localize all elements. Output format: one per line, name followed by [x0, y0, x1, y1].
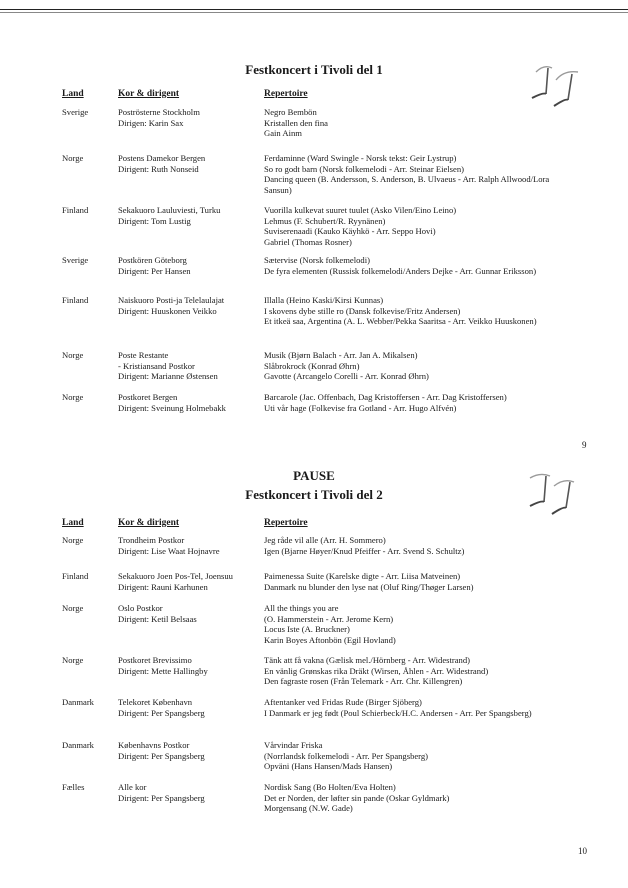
choir-line: Naiskuoro Posti-ja Telelaulajat	[118, 295, 225, 305]
repertoire-line: Jeg råde vil alle (Arr. H. Sommero)	[264, 535, 386, 545]
country-cell: Norge	[62, 535, 84, 545]
choir-line: Postkoret Bergen	[118, 392, 178, 402]
choir-cell	[118, 535, 258, 556]
header-land: Land	[62, 518, 84, 528]
repertoire-line: (Norrlandsk folkemelodi - Arr. Per Spangsberg)	[264, 750, 429, 761]
repertoire-cell	[264, 571, 564, 592]
choir-line: Dirigent: Sveinung Holmebakk	[118, 402, 226, 413]
repertoire-line: I Danmark er jeg født (Poul Schierbeck/H.C. Andersen - Arr. Per Spangsberg)	[264, 707, 532, 718]
choir-cell	[118, 697, 258, 718]
repertoire-line: Locus Iste (A. Bruckner)	[264, 624, 350, 634]
repertoire-line: Kristallen den fina	[264, 117, 328, 128]
repertoire-line: Paimenessa Suite (Karelske digte - Arr. Liisa Matveinen)	[264, 571, 461, 581]
repertoire-line: Danmark nu blunder den lyse nat (Oluf Ring/Thøger Larsen)	[264, 581, 474, 592]
part-2-title: Festkoncert i Tivoli del 2	[245, 487, 383, 502]
repertoire-line: Illalla (Heino Kaski/Kirsi Kunnas)	[264, 295, 384, 305]
choir-line: Oslo Postkor	[118, 603, 163, 613]
choir-line: Dirigent: Per Spangsberg	[118, 707, 205, 718]
repertoire-line: Vårvindar Friska	[264, 740, 323, 750]
repertoire-cell	[264, 603, 564, 645]
choir-cell	[118, 571, 258, 592]
repertoire-line: Sætervise (Norsk folkemelodi)	[264, 255, 370, 265]
country-cell: Finland	[62, 295, 89, 305]
choir-line: Københavns Postkor	[118, 740, 190, 750]
repertoire-line: Gain Ainm	[264, 128, 302, 138]
choir-line: Dirigent: Per Hansen	[118, 265, 191, 276]
repertoire-line: Igen (Bjarne Høyer/Knud Pfeiffer - Arr. Svend S. Schultz)	[264, 545, 465, 556]
repertoire-cell	[264, 697, 564, 718]
choir-line: Poste Restante	[118, 350, 169, 360]
page-number-9: 9	[582, 440, 587, 450]
choir-cell	[118, 603, 258, 624]
repertoire-line: Negro Bembön	[264, 107, 317, 117]
country-cell: Norge	[62, 655, 84, 665]
repertoire-line: I skovens dybe stille ro (Dansk folkevise/Fritz Andersen)	[264, 305, 461, 316]
repertoire-line: Det er Norden, der løfter sin pande (Oskar Gyldmark)	[264, 792, 450, 803]
country-cell: Danmark	[62, 740, 94, 750]
country-cell: Norge	[62, 350, 84, 360]
repertoire-line: Dancing queen (B. Andersson, S. Anderson, B. Ulvaeus - Arr. Ralph Allwood/Lora Sansun)	[264, 174, 550, 195]
repertoire-line: Lehmus (F. Schubert/R. Ryynänen)	[264, 215, 386, 226]
repertoire-line: Gabriel (Thomas Rosner)	[264, 236, 352, 247]
repertoire-line: Karin Boyes Aftonbön (Egil Hovland)	[264, 634, 396, 645]
repertoire-line: Musik (Bjørn Balach - Arr. Jan A. Mikalsen)	[264, 350, 418, 360]
music-notes-icon	[514, 468, 584, 528]
repertoire-line: All the things you are	[264, 603, 339, 613]
repertoire-line: So ro godt barn (Norsk folkemelodi - Arr. Steinar Eielsen)	[264, 163, 465, 174]
country-cell: Danmark	[62, 697, 94, 707]
choir-line: Dirigent: Per Spangsberg	[118, 750, 205, 761]
choir-line: Dirigent: Per Spangsberg	[118, 792, 205, 803]
choir-line: Alle kor	[118, 782, 147, 792]
pause-heading: PAUSE	[293, 468, 335, 483]
choir-line: Dirigent: Lise Waat Hojnavre	[118, 545, 220, 556]
country-cell: Norge	[62, 603, 84, 613]
choir-line: Dirigent: Rauni Karhunen	[118, 581, 208, 592]
repertoire-line: Uti vår hage (Folkevise fra Gotland - Arr. Hugo Alfvén)	[264, 402, 457, 413]
choir-cell	[118, 655, 258, 676]
country-cell: Norge	[62, 392, 84, 402]
header-repertoire: Repertoire	[264, 89, 308, 99]
repertoire-cell	[264, 740, 564, 772]
choir-line: Postens Damekor Bergen	[118, 153, 206, 163]
choir-line: Dirigent: Marianne Østensen	[118, 371, 218, 381]
choir-cell	[118, 782, 258, 803]
repertoire-cell	[264, 535, 564, 556]
choir-line: Sekakuoro Lauluviesti, Turku	[118, 205, 221, 215]
header-kor: Kor & dirigent	[118, 518, 180, 528]
choir-line: Trondheim Postkor	[118, 535, 185, 545]
header-kor: Kor & dirigent	[118, 89, 180, 99]
repertoire-line: Nordisk Sang (Bo Holten/Eva Holten)	[264, 782, 396, 792]
repertoire-cell	[264, 655, 564, 687]
country-cell: Norge	[62, 153, 84, 163]
repertoire-line: Den fagraste rosen (Från Telemark - Arr. Chr. Killengren)	[264, 676, 463, 686]
country-cell: Sverige	[62, 107, 89, 117]
repertoire-line: Tänk att få vakna (Gælisk mel./Hörnberg - Arr. Widestrand)	[264, 655, 471, 665]
choir-line: Postkoret Brevissimo	[118, 655, 192, 665]
repertoire-line: Ferdaminne (Ward Swingle - Norsk tekst: Geir Lystrup)	[264, 153, 457, 163]
choir-cell	[118, 740, 258, 761]
choir-line: Dirigen: Karin Sax	[118, 117, 184, 128]
choir-line: Postkören Göteborg	[118, 255, 187, 265]
repertoire-line: Slåbrokrock (Konrad Øhrn)	[264, 360, 360, 371]
choir-line: Dirigent: Mette Hallingby	[118, 665, 208, 676]
repertoire-line: Et itkeä saa, Argentina (A. L. Webber/Pekka Saaritsa - Arr. Veikko Huuskonen)	[264, 316, 537, 326]
repertoire-line: Aftentanker ved Fridas Rude (Birger Sjöberg)	[264, 697, 422, 707]
header-land: Land	[62, 89, 84, 99]
choir-line: Dirigent: Tom Lustig	[118, 215, 191, 226]
repertoire-line: Morgensang (N.W. Gade)	[264, 803, 353, 813]
choir-line: Dirigent: Huuskonen Veikko	[118, 305, 217, 316]
repertoire-line: (O. Hammerstein - Arr. Jerome Kern)	[264, 613, 394, 624]
repertoire-line: Gavotte (Arcangelo Corelli - Arr. Konrad Øhrn)	[264, 371, 429, 381]
country-cell: Fælles	[62, 782, 85, 792]
choir-line: Poströsterne Stockholm	[118, 107, 200, 117]
page-number-10: 10	[578, 846, 587, 856]
repertoire-line: Opväni (Hans Hansen/Mads Hansen)	[264, 761, 393, 771]
country-cell: Finland	[62, 571, 89, 581]
choir-line: - Kristiansand Postkor	[118, 360, 195, 371]
choir-line: Sekakuoro Joen Pos-Tel, Joensuu	[118, 571, 233, 581]
repertoire-line: En vänlig Grønskas rika Dräkt (Wirsen, Åhlen - Arr. Widestrand)	[264, 665, 489, 676]
repertoire-line: Barcarole (Jac. Offenbach, Dag Kristoffersen - Arr. Dag Kristoffersen)	[264, 392, 507, 402]
part-1-title: Festkoncert i Tivoli del 1	[245, 62, 383, 77]
country-cell: Sverige	[62, 255, 89, 265]
repertoire-cell	[264, 782, 564, 814]
country-cell: Finland	[62, 205, 89, 215]
choir-line: Dirigent: Ruth Nonseid	[118, 163, 199, 174]
repertoire-line: Suviserenaadi (Kauko Käyhkö - Arr. Seppo Hovi)	[264, 226, 436, 236]
repertoire-line: De fyra elementen (Russisk folkemelodi/Anders Dejke - Arr. Gunnar Eriksson)	[264, 265, 537, 276]
header-repertoire: Repertoire	[264, 518, 308, 528]
repertoire-line: Vuorilla kulkevat suuret tuulet (Asko Vilen/Eino Leino)	[264, 205, 457, 215]
choir-line: Telekoret København	[118, 697, 193, 707]
choir-line: Dirigent: Ketil Belsaas	[118, 613, 197, 624]
